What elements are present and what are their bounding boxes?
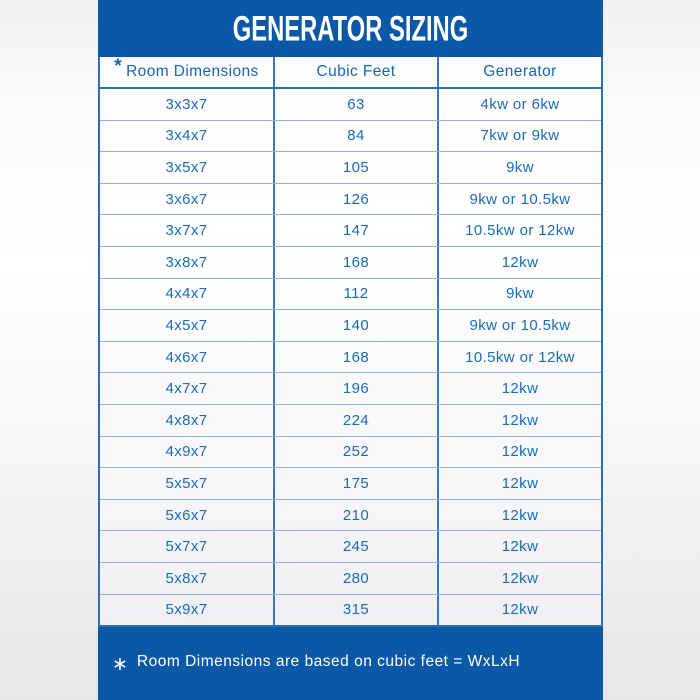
cubic-feet-cell: 252 xyxy=(273,437,437,468)
generator-cell: 12kw xyxy=(437,468,601,499)
table-row xyxy=(100,246,601,278)
room-dimensions-cell: 5x9x7 xyxy=(165,601,208,619)
table-row xyxy=(100,562,601,594)
generator-sizing-panel xyxy=(98,0,603,700)
table-row xyxy=(100,372,601,404)
cubic-feet-cell: 168 xyxy=(273,342,437,373)
room-dimensions-cell: 3x8x7 xyxy=(165,253,208,271)
table-row xyxy=(100,151,601,183)
generator-cell: 9kw xyxy=(437,152,601,183)
cubic-feet-cell: 224 xyxy=(273,405,437,436)
table-row xyxy=(100,183,601,215)
table-row xyxy=(100,120,601,152)
cubic-feet-cell: 126 xyxy=(273,184,437,215)
generator-cell: 9kw or 10.5kw xyxy=(437,184,601,215)
col-header-cubic-feet: Cubic Feet xyxy=(273,57,437,87)
table-row xyxy=(100,278,601,310)
generator-cell: 9kw xyxy=(437,279,601,310)
table-row xyxy=(100,436,601,468)
cubic-feet-cell: 140 xyxy=(273,310,437,341)
cubic-feet-cell: 196 xyxy=(273,373,437,404)
cubic-feet-cell: 105 xyxy=(273,152,437,183)
room-dimensions-cell: 5x6x7 xyxy=(165,506,208,524)
room-dimensions-cell: 4x4x7 xyxy=(165,285,208,303)
room-dimensions-cell: 5x5x7 xyxy=(165,474,208,492)
table-row xyxy=(100,309,601,341)
generator-cell: 12kw xyxy=(437,247,601,278)
cubic-feet-cell: 168 xyxy=(273,247,437,278)
table-header-row xyxy=(100,57,601,89)
room-dimensions-cell: 4x5x7 xyxy=(165,316,208,334)
table-row xyxy=(100,89,601,120)
generator-cell: 12kw xyxy=(437,405,601,436)
generator-cell: 4kw or 6kw xyxy=(437,89,601,120)
room-dimensions-cell: 5x8x7 xyxy=(165,569,208,587)
footnote xyxy=(98,627,603,700)
generator-cell: 12kw xyxy=(437,595,601,626)
asterisk-icon: * xyxy=(114,56,123,77)
table-row xyxy=(100,530,601,562)
generator-sizing-table xyxy=(98,57,603,627)
table-row xyxy=(100,404,601,436)
col-header-room-dimensions-label: Room Dimensions xyxy=(126,63,259,80)
room-dimensions-cell: 4x6x7 xyxy=(165,348,208,366)
generator-cell: 12kw xyxy=(437,563,601,594)
generator-cell: 12kw xyxy=(437,531,601,562)
page-title: GENERATOR SIZING xyxy=(232,8,469,48)
generator-cell: 10.5kw or 12kw xyxy=(437,342,601,373)
generator-cell: 12kw xyxy=(437,373,601,404)
table-row xyxy=(100,594,601,626)
generator-cell: 12kw xyxy=(437,437,601,468)
room-dimensions-cell: 5x7x7 xyxy=(165,538,208,556)
cubic-feet-cell: 112 xyxy=(273,279,437,310)
cubic-feet-cell: 175 xyxy=(273,468,437,499)
room-dimensions-cell: 4x8x7 xyxy=(165,411,208,429)
generator-cell: 9kw or 10.5kw xyxy=(437,310,601,341)
room-dimensions-cell: 3x5x7 xyxy=(165,158,208,176)
table-row xyxy=(100,499,601,531)
asterisk-icon: ∗ xyxy=(112,654,128,675)
room-dimensions-cell: 3x3x7 xyxy=(165,95,208,113)
cubic-feet-cell: 63 xyxy=(273,89,437,120)
cubic-feet-cell: 210 xyxy=(273,500,437,531)
title-bar xyxy=(98,0,603,57)
table-row xyxy=(100,214,601,246)
room-dimensions-cell: 3x4x7 xyxy=(165,127,208,145)
generator-cell: 7kw or 9kw xyxy=(437,121,601,152)
footnote-text: Room Dimensions are based on cubic feet = WxLxH xyxy=(136,652,521,670)
generator-cell: 10.5kw or 12kw xyxy=(437,215,601,246)
room-dimensions-cell: 3x7x7 xyxy=(165,222,208,240)
col-header-room-dimensions xyxy=(100,57,273,87)
table-row xyxy=(100,467,601,499)
cubic-feet-cell: 84 xyxy=(273,121,437,152)
room-dimensions-cell: 4x9x7 xyxy=(165,443,208,461)
room-dimensions-cell: 4x7x7 xyxy=(165,380,208,398)
cubic-feet-cell: 315 xyxy=(273,595,437,626)
cubic-feet-cell: 280 xyxy=(273,563,437,594)
col-header-generator: Generator xyxy=(437,57,601,87)
cubic-feet-cell: 147 xyxy=(273,215,437,246)
table-row xyxy=(100,341,601,373)
room-dimensions-cell: 3x6x7 xyxy=(165,190,208,208)
generator-cell: 12kw xyxy=(437,500,601,531)
cubic-feet-cell: 245 xyxy=(273,531,437,562)
